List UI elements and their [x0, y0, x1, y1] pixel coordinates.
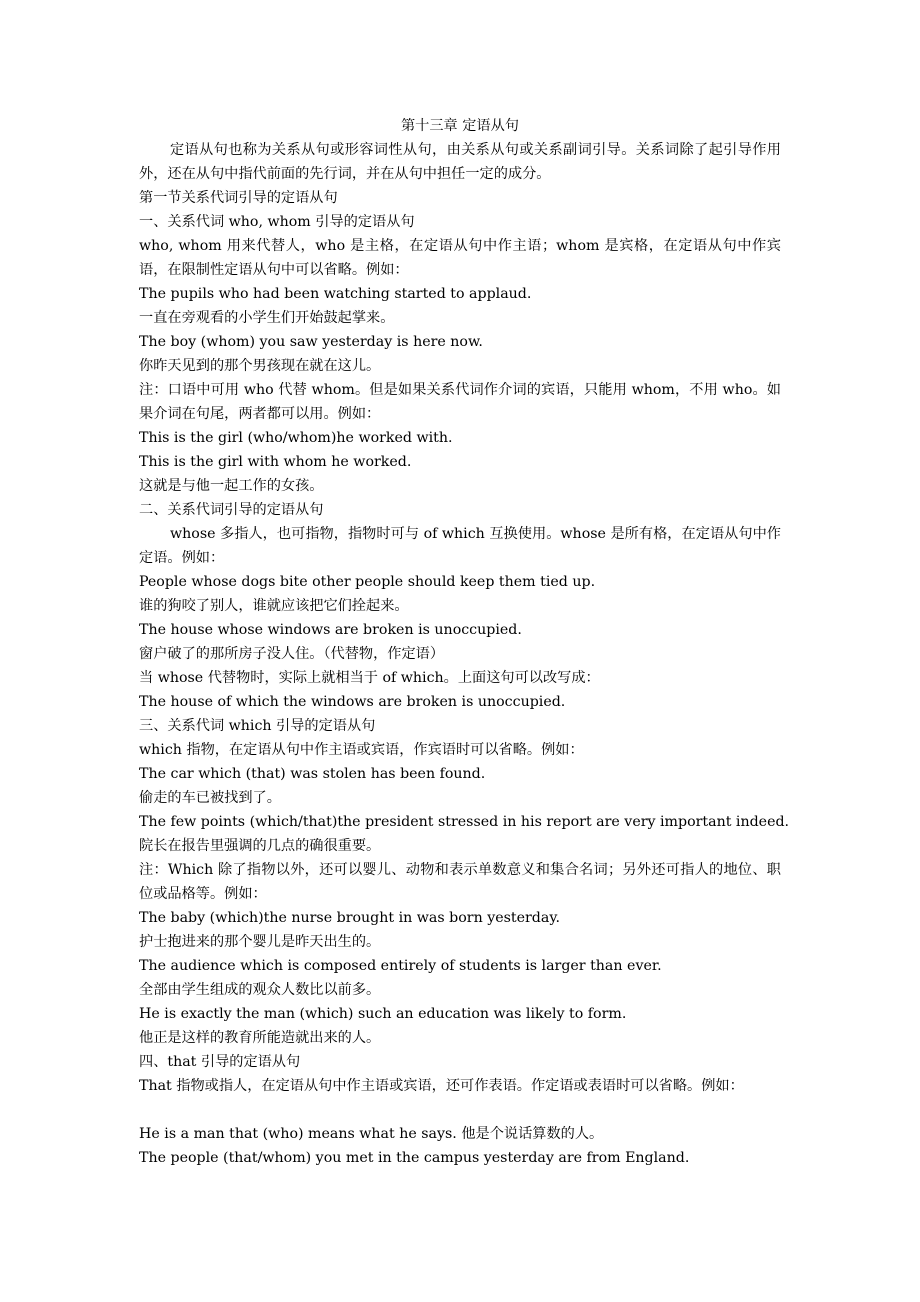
paragraph-who-whom: who, whom 用来代替人，who 是主格，在定语从句中作主语；whom 是宾格，在定语从句中作宾语，在限制性定语从句中可以省略。例如：	[139, 238, 781, 278]
example-cn: 他正是这样的教育所能造就出来的人。	[139, 1030, 381, 1046]
example-cn: 全部由学生组成的观众人数比以前多。	[139, 982, 381, 998]
paragraph-which: which 指物，在定语从句中作主语或宾语，作宾语时可以省略。例如：	[139, 742, 584, 758]
document-page	[139, 114, 790, 1170]
example-cn: 窗户破了的那所房子没人住。（代替物，作定语）	[139, 646, 445, 662]
example-cn: 院长在报告里强调的几点的确很重要。	[139, 838, 381, 854]
example-en: The audience which is composed entirely of students is larger than ever.	[139, 958, 662, 974]
example-en: He is exactly the man (which) such an education was likely to form.	[139, 1006, 627, 1022]
example-cn: 你昨天见到的那个男孩现在就在这儿。	[139, 358, 381, 374]
chapter-title: 第十三章 定语从句	[400, 118, 519, 134]
paragraph-that: That 指物或指人，在定语从句中作主语或宾语，还可作表语。作定语或表语时可以省略。例如：	[139, 1078, 744, 1094]
example-en: This is the girl (who/whom)he worked with.	[139, 430, 453, 446]
note-paragraph: 注：口语中可用 who 代替 whom。但是如果关系代词作介词的宾语，只能用 whom，不用 who。如果介词在句尾，两者都可以用。例如：	[139, 382, 781, 422]
example-en: This is the girl with whom he worked.	[139, 454, 412, 470]
example-cn: 谁的狗咬了别人，谁就应该把它们拴起来。	[139, 598, 409, 614]
section-heading: 第一节关系代词引导的定语从句	[139, 190, 338, 206]
example-en: The car which (that) was stolen has been found.	[139, 766, 486, 782]
example-cn: 这就是与他一起工作的女孩。	[139, 478, 324, 494]
example-cn: 护士抱进来的那个婴儿是昨天出生的。	[139, 934, 381, 950]
example-en: People whose dogs bite other people should keep them tied up.	[139, 574, 596, 590]
intro-paragraph: 定语从句也称为关系从句或形容词性从句，由关系从句或关系副词引导。关系词除了起引导作用外，还在从句中指代前面的先行词，并在从句中担任一定的成分。	[139, 142, 781, 182]
example-en: The boy (whom) you saw yesterday is here now.	[139, 334, 483, 350]
subsection-heading-whose: 二、关系代词引导的定语从句	[139, 502, 324, 518]
note-line: 当 whose 代替物时，实际上就相当于 of which。上面这句可以改写成：	[139, 670, 600, 686]
example-en: The house of which the windows are broken is unoccupied.	[139, 694, 566, 710]
note-paragraph: 注：Which 除了指物以外，还可以婴儿、动物和表示单数意义和集合名词；另外还可指人的地位、职位或品格等。例如：	[139, 862, 781, 902]
subsection-heading-which: 三、关系代词 which 引导的定语从句	[139, 718, 376, 734]
example-en: The baby (which)the nurse brought in was born yesterday.	[139, 910, 560, 926]
example-en: The people (that/whom) you met in the campus yesterday are from England.	[139, 1150, 690, 1166]
example-cn: 偷走的车已被找到了。	[139, 790, 281, 806]
paragraph-whose: whose 多指人，也可指物，指物时可与 of which 互换使用。whose 是所有格，在定语从句中作定语。例如：	[139, 526, 781, 566]
example-en: The house whose windows are broken is unoccupied.	[139, 622, 522, 638]
example-en: The pupils who had been watching started to applaud.	[139, 286, 532, 302]
example-en: The few points (which/that)the president stressed in his report are very important indeed.	[139, 814, 790, 830]
example-cn: 一直在旁观看的小学生们开始鼓起掌来。	[139, 310, 395, 326]
example-en: He is a man that (who) means what he says. 他是个说话算数的人。	[139, 1126, 604, 1142]
subsection-heading-who-whom: 一、关系代词 who, whom 引导的定语从句	[139, 214, 415, 230]
subsection-heading-that: 四、that 引导的定语从句	[139, 1054, 301, 1070]
